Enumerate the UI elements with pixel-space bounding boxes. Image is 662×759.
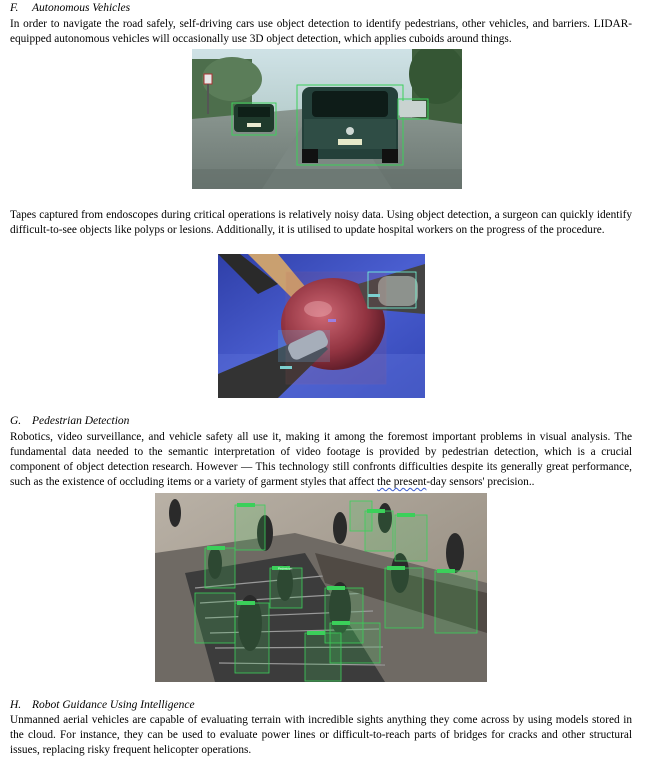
grammar-flagged-text[interactable]: the present <box>377 476 427 488</box>
section-f-title: Autonomous Vehicles <box>32 2 131 14</box>
pedestrian-detection-label: Pedestrian <box>278 566 293 571</box>
autonomous-vehicle-figure <box>192 49 462 189</box>
section-f-number: F. <box>10 2 19 14</box>
pedestrian-figure <box>155 493 487 682</box>
section-f-paragraph: In order to navigate the road safely, self-driving cars use object detection to identify pedestrians, other vehicles, and barriers. LIDAR-equipped autonomous vehicles will occasionally use 3D object detection, which applies cuboids around things. <box>10 18 632 45</box>
road-scene-image <box>192 49 462 189</box>
section-g-paragraph <box>10 430 632 490</box>
section-g-text-start: Robotics, video surveillance, and vehicle safety all use it, making it among the foremost important problems in visual analysis. The fundamental data needed to the semantic interpretation of video footage is provided by pedestrian detection, which is a crucial component of object detection research. However — This technology still confronts difficulties despite its generally great performance, such as the existence of occluding items or a variety of garment styles that affect <box>10 431 632 488</box>
endoscope-image <box>218 254 425 398</box>
section-g-number: G. <box>10 415 22 427</box>
section-h-number: H. <box>10 699 22 711</box>
section-g-title: Pedestrian Detection <box>32 415 130 427</box>
endoscope-paragraph: Tapes captured from endoscopes during critical operations is relatively noisy data. Using object detection, a surgeon can quickly identify difficult-to-see objects like polyps or lesions. Additionally, it is utilised to update hospital workers on the progress of the procedure. <box>10 209 632 236</box>
section-f-heading <box>10 2 130 15</box>
endoscope-figure <box>218 254 425 398</box>
section-g-heading <box>10 415 129 428</box>
section-g-text-end: -day sensors' precision.. <box>426 476 535 488</box>
section-h-heading <box>10 699 195 712</box>
pedestrian-detection-image <box>155 493 487 682</box>
section-h-title: Robot Guidance Using Intelligence <box>32 699 195 711</box>
section-h-paragraph: Unmanned aerial vehicles are capable of evaluating terrain with incredible sights anything they come across by using models stored in the cloud. For instance, they can be used to evaluate power lines or difficult-to-reach parts of bridges for cracks and other structural issues, replacing risky frequent helicopter operations. <box>10 714 632 756</box>
